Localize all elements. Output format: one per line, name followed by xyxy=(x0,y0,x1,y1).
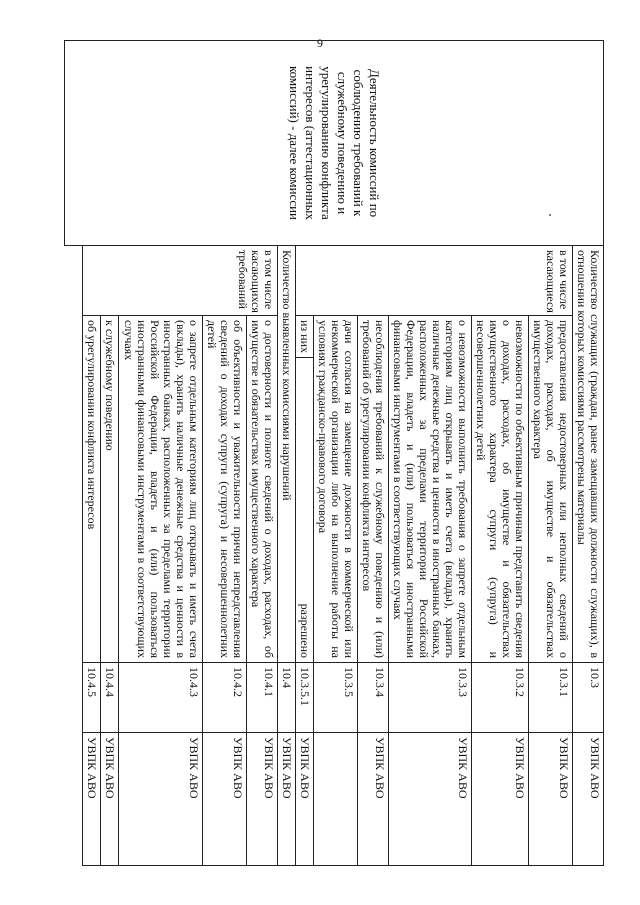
row-text: несоблюдения требований к служебному поведению и (или) требований об урегулировании конфликта интересов xyxy=(358,316,389,663)
row-responsible: УВПК АВО xyxy=(472,733,529,866)
row-code: 10.4.4 xyxy=(101,663,119,733)
row-code: 10.3.5.1 xyxy=(296,663,314,733)
row-code: 10.3.4 xyxy=(358,663,389,733)
row-text: об объективности и уважительности причин непредставления сведений о доходах супруги (супруга) и несовершеннолетних детей xyxy=(203,316,247,663)
row-responsible: УВПК АВО xyxy=(247,733,278,866)
row-text: Количество служащих (граждан, ранее замещавших должности служащих), в отношении которых комиссиями рассмотрены материалы xyxy=(573,246,604,663)
row-text: о невозможности выполнить требования о запрете отдельным категориям лиц открывать и иметь счета (вклады), хранить наличные денежные средства и ценности в иностранных банках, расположенных за пределами территории Российской Федерации, владеть и (или) пользоваться иностранными финансовыми инструментами в соответствующих случаях xyxy=(389,316,472,663)
row-text: о запрете отдельным категориям лиц открывать и иметь счета (вклады), хранить наличные денежные средства и ценности в иностранных банках, расположенных за пределами территории Российской Федерации, владеть и (или) пользоваться иностранными финансовыми инструментами в соответствующих случаях xyxy=(119,316,203,663)
row-code: 10.3.5 xyxy=(314,663,358,733)
row-responsible: УВПК АВО xyxy=(573,733,604,866)
scan-speck xyxy=(549,214,551,216)
row-responsible: УВПК АВО xyxy=(119,733,203,866)
row-code: 10.4.5 xyxy=(83,663,101,733)
row-text: к служебному поведению xyxy=(101,316,119,663)
row-code: 10.4.2 xyxy=(203,663,247,733)
row-text: предоставления недостоверных или неполных сведений о доходах, расходах, об имуществе и обязательствах имущественного характера xyxy=(529,316,573,663)
row-responsible: УВПК АВО xyxy=(389,733,472,866)
table-row xyxy=(573,41,604,866)
commission-activity-table xyxy=(64,40,604,866)
page-number: 9 xyxy=(317,36,323,50)
row-text: о достоверности и полноте сведений о доходах, расходах, об имуществе и обязательствах имущественного характера xyxy=(247,316,278,663)
row-code: 10.3.3 xyxy=(389,663,472,733)
row-responsible: УВПК АВО xyxy=(296,733,314,866)
subrow-label: из них xyxy=(296,316,314,358)
group-label: в том числе касающихся требований xyxy=(83,246,278,316)
row-code: 10.3 xyxy=(573,663,604,733)
row-code: 10.4.1 xyxy=(247,663,278,733)
row-responsible xyxy=(314,733,358,866)
row-text: об урегулировании конфликта интересов xyxy=(83,316,101,663)
row-responsible: УВПК АВО xyxy=(358,733,389,866)
row-responsible: УВПК АВО xyxy=(529,733,573,866)
row-responsible: УВПК АВО xyxy=(203,733,247,866)
row-responsible: УВПК АВО xyxy=(83,733,101,866)
group-label: в том числе касающиеся xyxy=(296,246,573,316)
row-responsible: УВПК АВО xyxy=(278,733,296,866)
subrow-value: разрешено xyxy=(296,358,314,663)
rotated-table-container xyxy=(64,40,604,865)
row-code: 10.3.1 xyxy=(529,663,573,733)
row-code: 10.4 xyxy=(278,663,296,733)
row-text: дачи согласия на замещение должности в коммерческой или некоммерческой организации либо на выполнение работы на условиях гражданско-правового договора xyxy=(314,316,358,663)
row-code: 10.4.3 xyxy=(119,663,203,733)
row-responsible: УВПК АВО xyxy=(101,733,119,866)
row-text: Количество выявленных комиссиями нарушений xyxy=(278,246,296,663)
section-title: Деятельность комиссий по соблюдению требований к служебному поведению и урегулированию конфликта интересов (аттестационных комиссий) - далее комиссии xyxy=(65,41,604,246)
row-text: невозможности по объективным причинам представить сведения о доходах, расходах, об имуществе и обязательствах имущественного характера супруги (супруга) и несовершеннолетних детей xyxy=(472,316,529,663)
row-code: 10.3.2 xyxy=(472,663,529,733)
